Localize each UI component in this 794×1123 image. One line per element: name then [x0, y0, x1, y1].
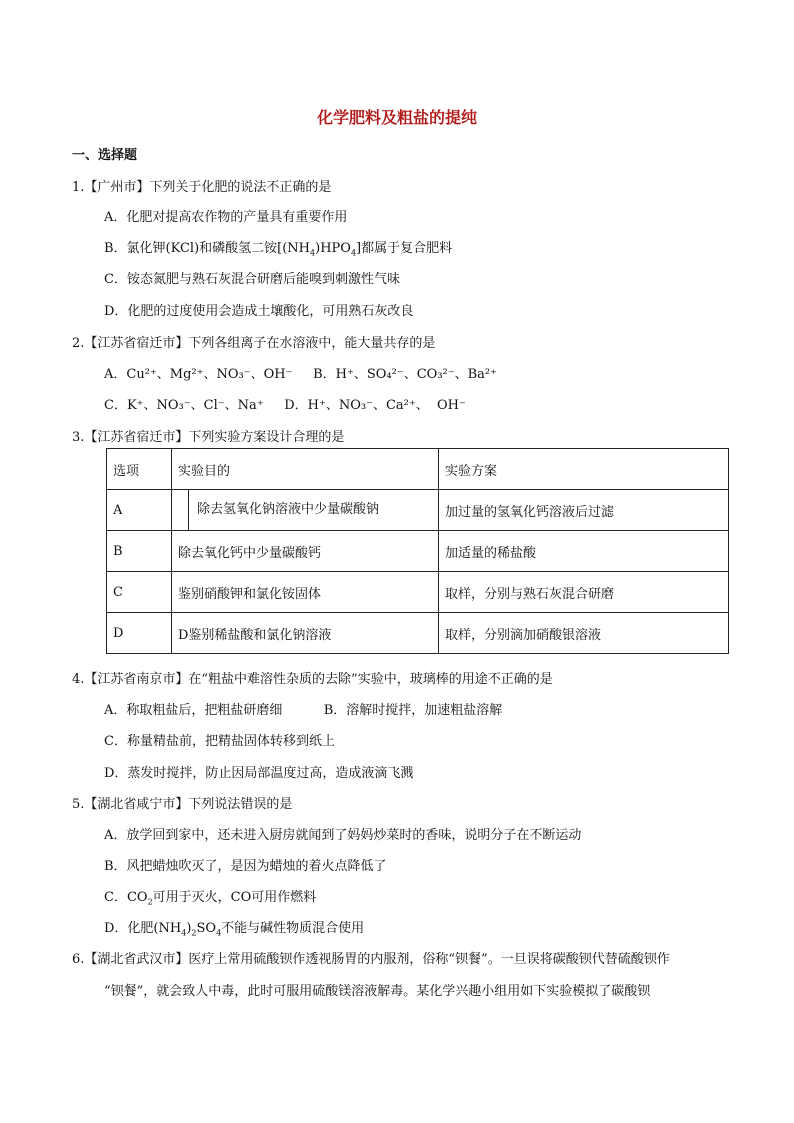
row-b-purpose: 除去氧化钙中少量碳酸钙: [172, 531, 439, 572]
question-6-line-1: 6.【湖北省武汉市】医疗上常用硫酸钡作透视肠胃的内服剂，俗称“钡餐”。一旦误将碳酸钡代替硫酸钡作: [72, 952, 670, 967]
section-heading: 一、选择题: [72, 148, 138, 163]
table-row: [107, 490, 729, 531]
question-2-stem: 2.【江苏省宿迁市】下列各组离子在水溶液中，能大量共存的是: [72, 336, 436, 351]
row-c-plan: 取样，分别与熟石灰混合研磨: [439, 572, 729, 613]
header-purpose: 实验目的: [172, 449, 439, 490]
q5-d-text-1: D．化肥(NH: [104, 921, 182, 936]
question-3-stem: 3.【江苏省宿迁市】下列实验方案设计合理的是: [72, 430, 345, 445]
question-2-options-cd: C．K⁺、NO₃⁻、Cl⁻、Na⁺ D．H⁺、NO₃⁻、Ca²⁺、 OH⁻: [104, 398, 466, 413]
header-plan: 实验方案: [439, 449, 729, 490]
row-a-option: A: [107, 490, 172, 531]
table-header-row: [107, 449, 729, 490]
row-a-purpose-cell: [172, 490, 439, 531]
row-c-purpose: 鉴别硝酸钾和氯化铵固体: [172, 572, 439, 613]
question-1-stem: 1.【广州市】下列关于化肥的说法不正确的是: [72, 180, 332, 195]
q5-d-sub-2: 2: [191, 928, 197, 938]
question-4-option-d: D．蒸发时搅拌，防止因局部温度过高，造成液滴飞溅: [104, 766, 414, 781]
row-a-plan: 加过量的氢氧化钙溶液后过滤: [439, 490, 729, 531]
question-4-stem: 4.【江苏省南京市】在“粗盐中难溶性杂质的去除”实验中，玻璃棒的用途不正确的是: [72, 672, 553, 687]
table-row: [107, 572, 729, 613]
question-1-option-c: C．铵态氮肥与熟石灰混合研磨后能嗅到刺激性气味: [104, 272, 400, 287]
q5-c-text-1: C．CO: [104, 890, 148, 905]
question-2-options-ab: A．Cu²⁺、Mg²⁺、NO₃⁻、OH⁻ B．H⁺、SO₄²⁻、CO₃²⁻、Ba²⁺: [104, 367, 497, 382]
q5-d-text-2: ): [186, 921, 192, 936]
q5-d-text-4: 不能与碱性物质混合使用: [221, 921, 365, 936]
row-a-purpose: 除去氢氧化钠溶液中少量碳酸钠: [188, 490, 379, 530]
row-b-option: B: [107, 531, 172, 572]
q1-b-text-1: B．氯化钾(KCl)和磷酸氢二铵[(NH: [104, 241, 311, 256]
question-1-option-b: [104, 237, 452, 258]
q5-d-sub-3: 4: [216, 928, 222, 938]
row-d-purpose: D鉴别稀盐酸和氯化钠溶液: [172, 613, 439, 654]
row-c-option: C: [107, 572, 172, 613]
question-5-option-a: A．放学回到家中，还未进入厨房就闻到了妈妈炒菜时的香味，说明分子在不断运动: [104, 828, 582, 843]
page-title: 化学肥料及粗盐的提纯: [316, 108, 477, 127]
question-5-option-b: B．风把蜡烛吹灭了，是因为蜡烛的着火点降低了: [104, 859, 387, 874]
q5-d-sub-1: 4: [181, 928, 187, 938]
table-row: [107, 531, 729, 572]
q1-b-text-2: )HPO: [315, 241, 351, 256]
table-row: [107, 613, 729, 654]
experiment-table: [106, 448, 729, 654]
q1-b-sub-1: 4: [310, 248, 316, 258]
question-1-option-a: A．化肥对提高农作物的产量具有重要作用: [104, 210, 348, 225]
question-4-options-ab: A．称取粗盐后，把粗盐研磨细 B．溶解时搅拌，加速粗盐溶解: [104, 703, 503, 718]
header-option: 选项: [107, 449, 172, 490]
question-5-stem: 5.【湖北省咸宁市】下列说法错误的是: [72, 797, 293, 812]
question-5-option-d: [104, 917, 364, 938]
q5-d-text-3: SO: [196, 921, 217, 936]
question-5-option-c: [104, 886, 316, 907]
row-d-option: D: [107, 613, 172, 654]
question-6-line-2: “钡餐”，就会致人中毒，此时可服用硫酸镁溶液解毒。某化学兴趣小组用如下实验模拟了碳酸钡: [104, 984, 651, 999]
row-d-plan: 取样，分别滴加硝酸银溶液: [439, 613, 729, 654]
q1-b-text-3: ]都属于复合肥料: [356, 241, 453, 256]
q1-b-sub-2: 4: [350, 248, 357, 258]
question-1-option-d: D．化肥的过度使用会造成土壤酸化，可用熟石灰改良: [104, 304, 414, 319]
q5-c-text-2: 可用于灭火，CO可用作燃料: [152, 890, 317, 905]
row-b-plan: 加适量的稀盐酸: [439, 531, 729, 572]
question-4-option-c: C．称量精盐前，把精盐固体转移到纸上: [104, 734, 335, 749]
q5-c-sub: 2: [147, 897, 153, 907]
